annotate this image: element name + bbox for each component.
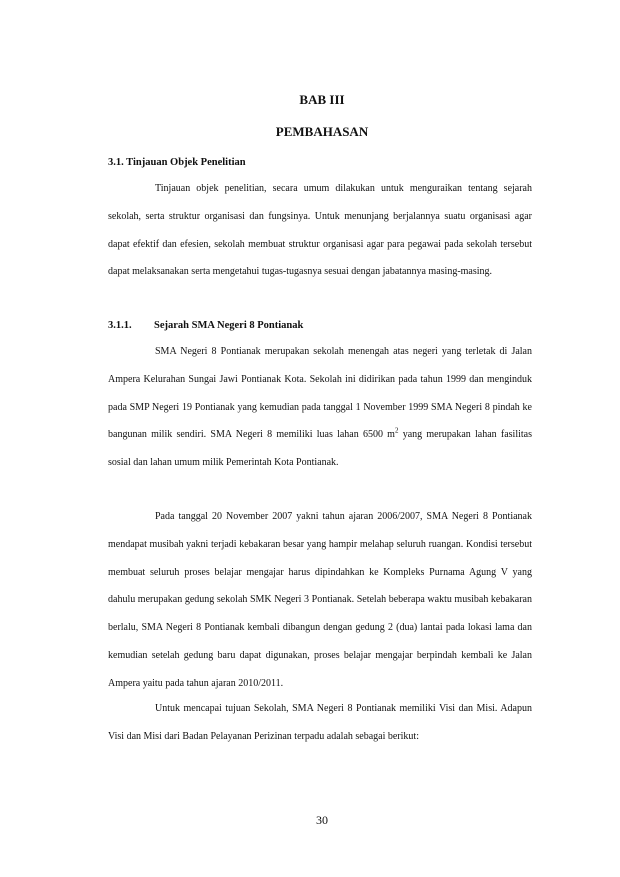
- paragraph-text: SMA Negeri 8 Pontianak merupakan sekolah menengah atas negeri yang terletak di Jalan Ampera Kelurahan Sungai Jawi Pontianak Kota. Sekolah ini didirikan pada tahun 1999 dan menginduk pada SMP Negeri 19 Pontianak yang kemudian pada tanggal 1 November 1999 SMA Negeri 8 pindah ke bangunan milik sendiri. SMA Negeri 8 memiliki luas lahan 6500 m: [108, 346, 532, 441]
- paragraph-tinjauan: Tinjauan objek penelitian, secara umum dilakukan untuk menguraikan tentang sejarah sekolah, serta struktur organisasi dan fungsinya. Untuk menunjang berjalannya suatu organisasi agar dapat efektif dan efesien, sekolah membuat struktur organisasi agar para pegawai pada sekolah tersebut dapat melaksanakan serta mengetahui tugas-tugasnya sesuai dengan jabatannya masing-masing.: [108, 183, 532, 278]
- section-number: 3.1.1.: [108, 320, 132, 331]
- chapter-title: PEMBAHASAN: [275, 124, 369, 139]
- paragraph-sejarah-3: Untuk mencapai tujuan Sekolah, SMA Negeri 8 Pontianak memiliki Visi dan Misi. Adapun Visi dan Misi dari Badan Pelayanan Perizinan terpadu adalah sebagai berikut:: [108, 703, 532, 742]
- paragraph-text: yang merupakan lahan fasilitas sosial dan lahan umum milik Pemerintah Kota Pontianak.: [108, 429, 533, 469]
- paragraph-sejarah-2: Pada tanggal 20 November 2007 yakni tahun ajaran 2006/2007, SMA Negeri 8 Pontianak mendapat musibah yakni terjadi kebakaran besar yang hampir melahap seluruh ruangan. Kondisi tersebut membuat seluruh proses belajar mengajar harus dipindahkan ke Kompleks Purnama Agung V yang dahulu merupakan gedung sekolah SMK Negeri 3 Pontianak. Setelah beberapa waktu musibah kebakaran berlalu, SMA Negeri 8 Pontianak kembali dibangun dengan gedung 2 (dua) lantai pada lokasi lama dan kemudian setelah gedung baru dapat digunakan, proses belajar mengajar berpindah kembali ke Jalan Ampera yaitu pada tahun ajaran 2010/2011.: [108, 511, 532, 689]
- section-title: Sejarah SMA Negeri 8 Pontianak: [154, 320, 304, 331]
- section-heading-3-1: 3.1. Tinjauan Objek Penelitian: [108, 157, 246, 168]
- chapter-number: BAB III: [299, 92, 345, 107]
- paragraph-sejarah-1: [108, 338, 532, 477]
- page-number: 30: [316, 813, 328, 827]
- section-heading-3-1-1: [108, 320, 303, 331]
- superscript: 2: [394, 427, 399, 436]
